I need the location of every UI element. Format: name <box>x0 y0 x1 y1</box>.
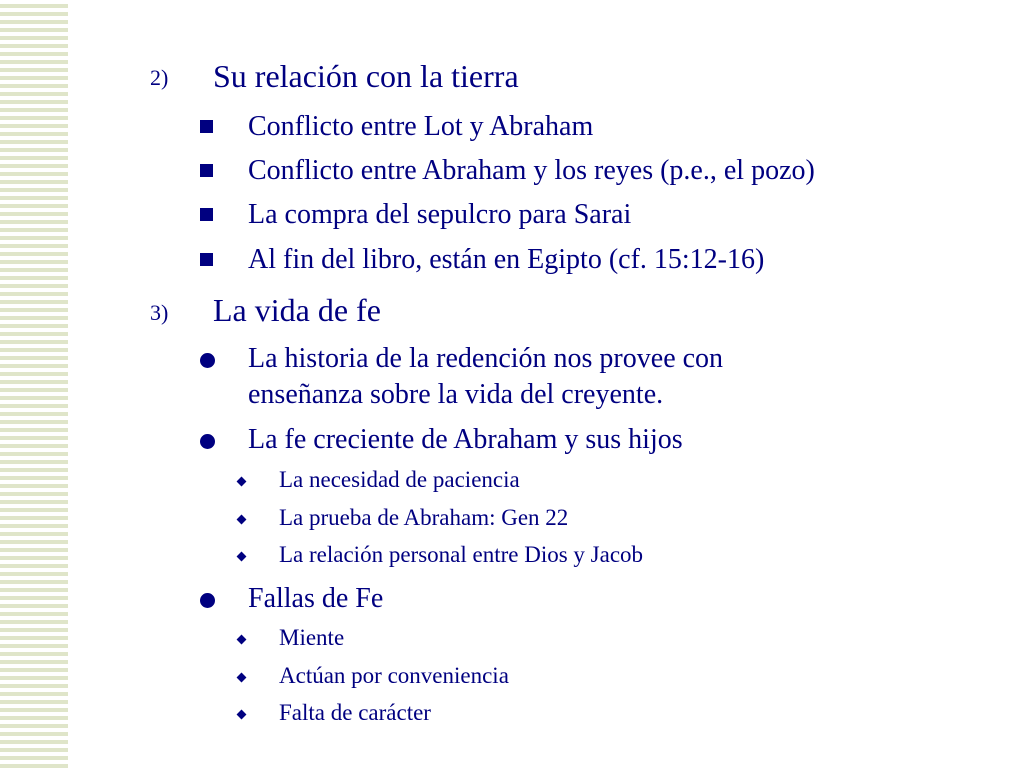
square-bullet-icon <box>200 253 213 266</box>
circle-bullet-icon <box>200 353 215 368</box>
list-item-line: La historia de la redención nos provee con <box>248 343 724 374</box>
square-bullet-icon <box>200 208 213 221</box>
decorative-stripe-bar <box>0 0 68 768</box>
square-bullet-icon <box>200 120 213 133</box>
diamond-bullet-icon <box>237 673 247 683</box>
sub-list-item: Actúan por conveniencia <box>279 663 509 688</box>
list-item: Al fin del libro, están en Egipto (cf. 15:12-16) <box>248 244 765 275</box>
sub-list-item: Falta de carácter <box>279 700 431 725</box>
list-item: Fallas de Fe <box>248 583 384 614</box>
sub-list-item: Miente <box>279 625 345 650</box>
circle-bullet-icon <box>200 593 215 608</box>
list-item: La fe creciente de Abraham y sus hijos <box>248 424 683 455</box>
square-bullet-icon <box>200 164 213 177</box>
section-heading: La vida de fe <box>213 292 381 328</box>
sub-list-item: La prueba de Abraham: Gen 22 <box>279 505 569 530</box>
section-heading: Su relación con la tierra <box>213 58 519 94</box>
section-number: 2) <box>150 65 169 90</box>
section-number: 3) <box>150 300 169 325</box>
diamond-bullet-icon <box>237 710 247 720</box>
list-item: La compra del sepulcro para Sarai <box>248 199 632 230</box>
diamond-bullet-icon <box>237 515 247 525</box>
diamond-bullet-icon <box>237 552 247 562</box>
sub-list-item: La necesidad de paciencia <box>279 467 520 492</box>
sub-list-item: La relación personal entre Dios y Jacob <box>279 542 644 567</box>
circle-bullet-icon <box>200 434 215 449</box>
list-item: Conflicto entre Lot y Abraham <box>248 111 594 142</box>
list-item: Conflicto entre Abraham y los reyes (p.e., el pozo) <box>248 155 815 186</box>
list-item-line: enseñanza sobre la vida del creyente. <box>248 379 664 410</box>
diamond-bullet-icon <box>237 635 247 645</box>
diamond-bullet-icon <box>237 477 247 487</box>
